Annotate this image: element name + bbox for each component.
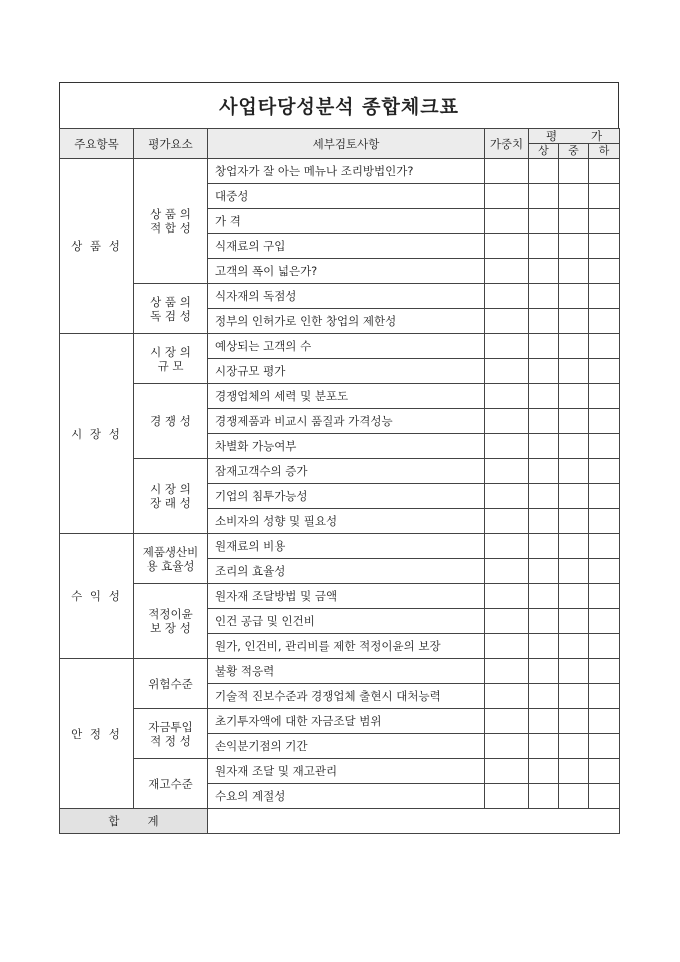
rating-mid-cell[interactable]	[559, 734, 589, 759]
rating-mid-cell[interactable]	[559, 534, 589, 559]
title-box	[59, 82, 619, 128]
rating-mid-cell[interactable]	[559, 334, 589, 359]
table-row	[60, 759, 620, 784]
total-value-cell[interactable]	[208, 809, 620, 834]
weight-cell[interactable]	[485, 384, 529, 409]
detail-item: 예상되는 고객의 수	[208, 334, 485, 359]
table-row	[60, 284, 620, 309]
weight-cell[interactable]	[485, 209, 529, 234]
weight-cell[interactable]	[485, 259, 529, 284]
rating-high-cell[interactable]	[529, 384, 559, 409]
rating-high-cell[interactable]	[529, 484, 559, 509]
rating-high-cell[interactable]	[529, 209, 559, 234]
rating-high-cell[interactable]	[529, 584, 559, 609]
weight-cell[interactable]	[485, 659, 529, 684]
rating-low-cell[interactable]	[589, 184, 620, 209]
rating-mid-cell[interactable]	[559, 609, 589, 634]
detail-item: 경쟁업체의 세력 및 분포도	[208, 384, 485, 409]
element-cell: 위험수준	[134, 659, 208, 709]
detail-item: 기업의 침투가능성	[208, 484, 485, 509]
rating-mid-cell[interactable]	[559, 659, 589, 684]
rating-mid-cell[interactable]	[559, 484, 589, 509]
rating-mid-cell[interactable]	[559, 409, 589, 434]
detail-item: 식재료의 구입	[208, 234, 485, 259]
rating-low-cell[interactable]	[589, 434, 620, 459]
element-cell: 제품생산비 용 효율성	[134, 534, 208, 584]
element-cell: 상 품 의 독 검 성	[134, 284, 208, 334]
detail-item: 가 격	[208, 209, 485, 234]
header-high: 상	[529, 144, 559, 159]
weight-cell[interactable]	[485, 334, 529, 359]
rating-low-cell[interactable]	[589, 459, 620, 484]
rating-high-cell[interactable]	[529, 709, 559, 734]
element-cell: 시 장 의 장 래 성	[134, 459, 208, 534]
rating-mid-cell[interactable]	[559, 684, 589, 709]
rating-low-cell[interactable]	[589, 484, 620, 509]
rating-high-cell[interactable]	[529, 184, 559, 209]
page-title: 사업타당성분석 종합체크표	[219, 96, 459, 118]
rating-low-cell[interactable]	[589, 359, 620, 384]
header-category: 주요항목	[60, 129, 134, 159]
table-row	[60, 709, 620, 734]
detail-item: 조리의 효율성	[208, 559, 485, 584]
weight-cell[interactable]	[485, 634, 529, 659]
rating-high-cell[interactable]	[529, 309, 559, 334]
header-evaluation	[529, 129, 620, 144]
detail-item: 원재료의 비용	[208, 534, 485, 559]
weight-cell[interactable]	[485, 359, 529, 384]
rating-mid-cell[interactable]	[559, 459, 589, 484]
category-cell: 수 익 성	[60, 534, 134, 659]
element-cell: 적정이윤 보 장 성	[134, 584, 208, 659]
category-cell: 안 정 성	[60, 659, 134, 809]
header-element: 평가요소	[134, 129, 208, 159]
rating-low-cell[interactable]	[589, 584, 620, 609]
weight-cell[interactable]	[485, 559, 529, 584]
rating-low-cell[interactable]	[589, 384, 620, 409]
category-cell: 시 장 성	[60, 334, 134, 534]
weight-cell[interactable]	[485, 409, 529, 434]
header-mid: 중	[559, 144, 589, 159]
weight-cell[interactable]	[485, 709, 529, 734]
total-label	[60, 809, 208, 834]
rating-mid-cell[interactable]	[559, 509, 589, 534]
weight-cell[interactable]	[485, 684, 529, 709]
detail-item: 식자재의 독점성	[208, 284, 485, 309]
weight-cell[interactable]	[485, 784, 529, 809]
weight-cell[interactable]	[485, 759, 529, 784]
rating-high-cell[interactable]	[529, 409, 559, 434]
rating-mid-cell[interactable]	[559, 159, 589, 184]
detail-item: 인건 공급 및 인건비	[208, 609, 485, 634]
rating-low-cell[interactable]	[589, 559, 620, 584]
rating-high-cell[interactable]	[529, 534, 559, 559]
rating-low-cell[interactable]	[589, 259, 620, 284]
rating-low-cell[interactable]	[589, 609, 620, 634]
table-row	[60, 659, 620, 684]
weight-cell[interactable]	[485, 309, 529, 334]
header-evaluation-right: 가	[590, 129, 603, 143]
weight-cell[interactable]	[485, 509, 529, 534]
element-cell: 재고수준	[134, 759, 208, 809]
weight-cell[interactable]	[485, 159, 529, 184]
detail-item: 잠재고객수의 증가	[208, 459, 485, 484]
rating-mid-cell[interactable]	[559, 384, 589, 409]
rating-low-cell[interactable]	[589, 309, 620, 334]
weight-cell[interactable]	[485, 234, 529, 259]
rating-high-cell[interactable]	[529, 259, 559, 284]
rating-high-cell[interactable]	[529, 634, 559, 659]
rating-low-cell[interactable]	[589, 659, 620, 684]
rating-high-cell[interactable]	[529, 284, 559, 309]
table-row	[60, 584, 620, 609]
checklist-sheet	[59, 82, 619, 834]
header-evaluation-left: 평	[545, 129, 558, 143]
rating-high-cell[interactable]	[529, 684, 559, 709]
weight-cell[interactable]	[485, 434, 529, 459]
detail-item: 시장규모 평가	[208, 359, 485, 384]
weight-cell[interactable]	[485, 609, 529, 634]
rating-low-cell[interactable]	[589, 209, 620, 234]
weight-cell[interactable]	[485, 584, 529, 609]
rating-low-cell[interactable]	[589, 784, 620, 809]
total-label-left: 합	[108, 814, 120, 828]
detail-item: 손익분기점의 기간	[208, 734, 485, 759]
detail-item: 수요의 계절성	[208, 784, 485, 809]
rating-high-cell[interactable]	[529, 434, 559, 459]
checklist-table	[59, 128, 620, 834]
header-weight: 가중치	[485, 129, 529, 159]
rating-mid-cell[interactable]	[559, 259, 589, 284]
rating-high-cell[interactable]	[529, 659, 559, 684]
rating-mid-cell[interactable]	[559, 359, 589, 384]
table-row	[60, 334, 620, 359]
rating-low-cell[interactable]	[589, 709, 620, 734]
category-cell: 상 품 성	[60, 159, 134, 334]
rating-low-cell[interactable]	[589, 234, 620, 259]
weight-cell[interactable]	[485, 184, 529, 209]
rating-low-cell[interactable]	[589, 159, 620, 184]
rating-high-cell[interactable]	[529, 359, 559, 384]
detail-item: 정부의 인허가로 인한 창업의 제한성	[208, 309, 485, 334]
rating-low-cell[interactable]	[589, 734, 620, 759]
rating-low-cell[interactable]	[589, 684, 620, 709]
element-cell: 시 장 의 규 모	[134, 334, 208, 384]
table-row	[60, 534, 620, 559]
detail-item: 기술적 진보수준과 경쟁업체 출현시 대처능력	[208, 684, 485, 709]
rating-mid-cell[interactable]	[559, 634, 589, 659]
rating-high-cell[interactable]	[529, 609, 559, 634]
rating-low-cell[interactable]	[589, 509, 620, 534]
rating-high-cell[interactable]	[529, 459, 559, 484]
detail-item: 원자재 조달방법 및 금액	[208, 584, 485, 609]
element-cell: 상 품 의 적 합 성	[134, 159, 208, 284]
table-row	[60, 159, 620, 184]
detail-item: 불황 적응력	[208, 659, 485, 684]
weight-cell[interactable]	[485, 284, 529, 309]
weight-cell[interactable]	[485, 459, 529, 484]
header-low: 하	[589, 144, 620, 159]
rating-mid-cell[interactable]	[559, 759, 589, 784]
rating-high-cell[interactable]	[529, 734, 559, 759]
rating-low-cell[interactable]	[589, 334, 620, 359]
detail-item: 대중성	[208, 184, 485, 209]
rating-low-cell[interactable]	[589, 634, 620, 659]
rating-low-cell[interactable]	[589, 284, 620, 309]
detail-item: 고객의 폭이 넓은가?	[208, 259, 485, 284]
rating-low-cell[interactable]	[589, 409, 620, 434]
detail-item: 창업자가 잘 아는 메뉴나 조리방법인가?	[208, 159, 485, 184]
element-cell: 자금투입 적 정 성	[134, 709, 208, 759]
rating-high-cell[interactable]	[529, 559, 559, 584]
detail-item: 초기투자액에 대한 자금조달 범위	[208, 709, 485, 734]
rating-high-cell[interactable]	[529, 334, 559, 359]
rating-high-cell[interactable]	[529, 784, 559, 809]
rating-low-cell[interactable]	[589, 759, 620, 784]
rating-mid-cell[interactable]	[559, 184, 589, 209]
detail-item: 원가, 인건비, 관리비를 제한 적정이윤의 보장	[208, 634, 485, 659]
checklist-body	[60, 159, 620, 809]
detail-item: 원자재 조달 및 재고관리	[208, 759, 485, 784]
rating-mid-cell[interactable]	[559, 284, 589, 309]
rating-low-cell[interactable]	[589, 534, 620, 559]
rating-mid-cell[interactable]	[559, 559, 589, 584]
detail-item: 소비자의 성향 및 필요성	[208, 509, 485, 534]
rating-high-cell[interactable]	[529, 234, 559, 259]
detail-item: 차별화 가능여부	[208, 434, 485, 459]
weight-cell[interactable]	[485, 734, 529, 759]
weight-cell[interactable]	[485, 534, 529, 559]
table-row	[60, 459, 620, 484]
header-detail: 세부검토사항	[208, 129, 485, 159]
detail-item: 경쟁제품과 비교시 품질과 가격성능	[208, 409, 485, 434]
rating-mid-cell[interactable]	[559, 434, 589, 459]
rating-high-cell[interactable]	[529, 509, 559, 534]
weight-cell[interactable]	[485, 484, 529, 509]
rating-high-cell[interactable]	[529, 759, 559, 784]
rating-mid-cell[interactable]	[559, 309, 589, 334]
rating-mid-cell[interactable]	[559, 234, 589, 259]
total-label-right: 계	[147, 814, 159, 828]
table-row	[60, 384, 620, 409]
rating-high-cell[interactable]	[529, 159, 559, 184]
rating-mid-cell[interactable]	[559, 709, 589, 734]
rating-mid-cell[interactable]	[559, 209, 589, 234]
rating-mid-cell[interactable]	[559, 584, 589, 609]
rating-mid-cell[interactable]	[559, 784, 589, 809]
element-cell: 경 쟁 성	[134, 384, 208, 459]
